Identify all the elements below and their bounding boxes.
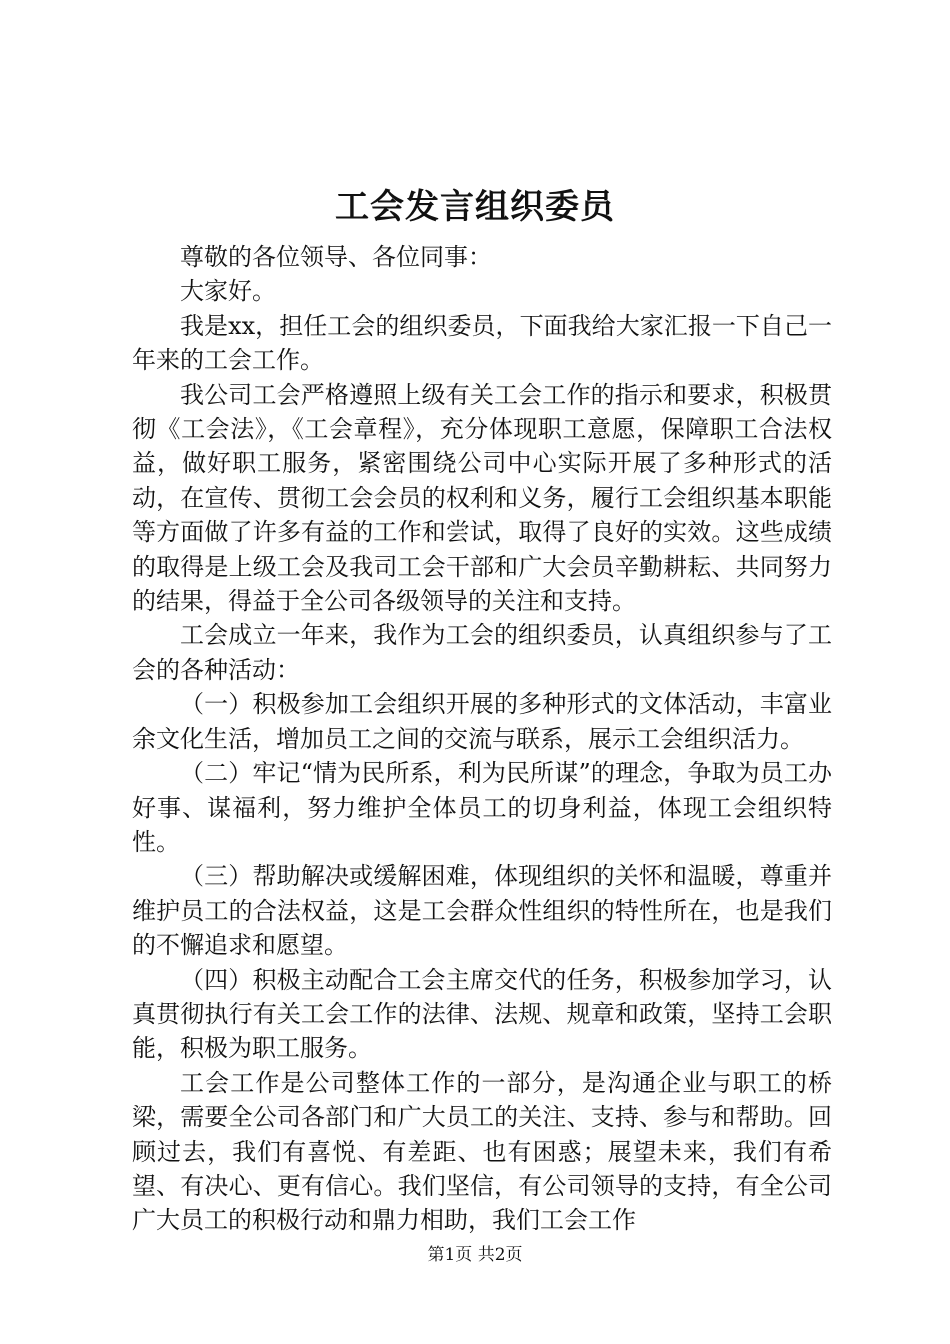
paragraph-overview: 我公司工会严格遵照上级有关工会工作的指示和要求，积极贯彻《工会法》，《工会章程》，充分体现职工意愿，保障职工合法权益，做好职工服务，紧密围绕公司中心实际开展了多种形式的活动，在宣传、贯彻工会会员的权利和义务，履行工会组织基本职能等方面做了许多有益的工作和尝试，取得了良好的实效。这些成绩的取得是上级工会及我司工会干部和广大会员辛勤耕耘、共同努力的结果，得益于全公司各级领导的关注和支持。 (132, 380, 832, 616)
page-number-footer: 第1页 共2页 (427, 1245, 523, 1265)
paragraph-item-1: （一）积极参加工会组织开展的多种形式的文体活动，丰富业余文化生活，增加员工之间的交流与联系，展示工会组织活力。 (132, 690, 832, 753)
paragraph-item-4: （四）积极主动配合工会主席交代的任务，积极参加学习，认真贯彻执行有关工会工作的法律、法规、规章和政策，坚持工会职能，积极为职工服务。 (132, 965, 832, 1063)
paragraph-item-2: （二）牢记“情为民所系，利为民所谋”的理念，争取为员工办好事、谋福利，努力维护全体员工的切身利益，体现工会组织特性。 (132, 759, 832, 856)
document-body (132, 240, 832, 1238)
paragraph-intro: 我是xx，担任工会的组织委员，下面我给大家汇报一下自己一年来的工会工作。 (132, 311, 832, 375)
paragraph-greeting: 大家好。 (180, 277, 276, 306)
paragraph-item-3: （三）帮助解决或缓解困难，体现组织的关怀和温暖，尊重并维护员工的合法权益，这是工会群众性组织的特性所在，也是我们的不懈追求和愿望。 (132, 862, 832, 960)
paragraph-conclusion: 工会工作是公司整体工作的一部分，是沟通企业与职工的桥梁，需要全公司各部门和广大员工的关注、支持、参与和帮助。回顾过去，我们有喜悦、有差距、也有困惑；展望未来，我们有希望、有决心、更有信心。我们坚信，有公司领导的支持，有全公司广大员工的积极行动和鼎力相助，我们工会工作 (132, 1068, 832, 1235)
document-title: 工会发言组织委员 (335, 187, 615, 227)
paragraph-activities-intro: 工会成立一年来，我作为工会的组织委员，认真组织参与了工会的各种活动： (132, 621, 832, 684)
paragraph-salutation: 尊敬的各位领导、各位同事： (180, 243, 492, 271)
